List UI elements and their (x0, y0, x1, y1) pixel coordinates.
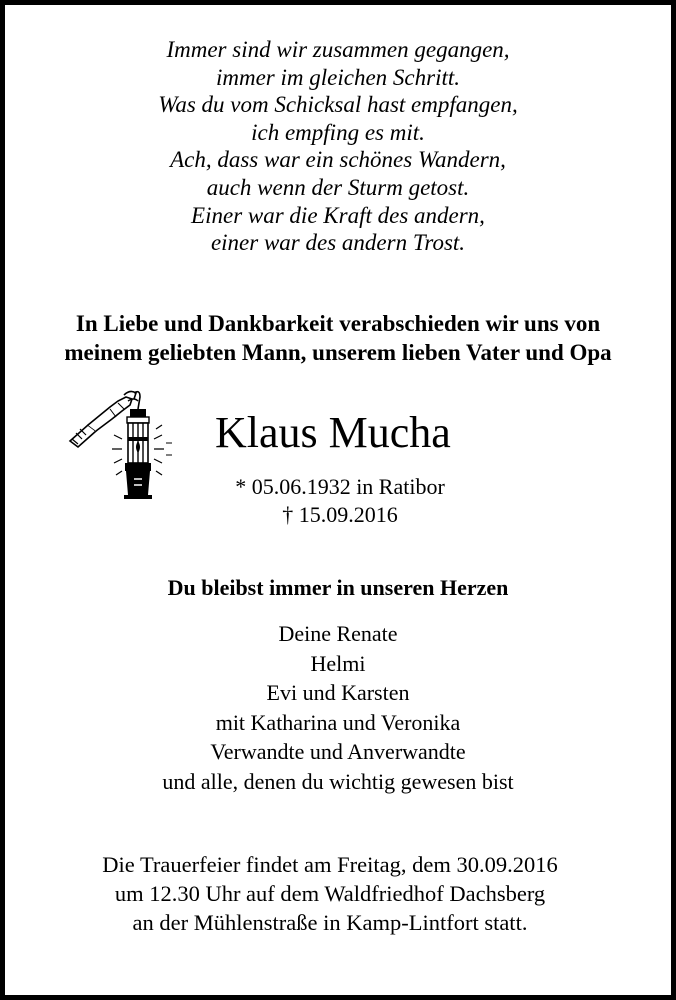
family-list (0, 619, 676, 796)
intro-line: meinem geliebten Mann, unserem lieben Vater und Opa (64, 340, 612, 365)
intro-line: In Liebe und Dankbarkeit verabschieden wir uns von (75, 311, 601, 336)
poem-line: einer war des andern Trost. (210, 230, 466, 256)
motto: Du bleibst immer in unseren Herzen (167, 575, 509, 600)
birth-date: * 05.06.1932 in Ratibor (235, 474, 445, 499)
funeral-info (0, 850, 660, 937)
poem-line: ich empfing es mit. (251, 119, 425, 145)
family-line: Verwandte und Anverwandte (210, 739, 466, 764)
life-dates (215, 473, 465, 529)
poem-line: immer im gleichen Schritt. (215, 64, 460, 90)
family-line: Evi und Karsten (266, 680, 410, 705)
deceased-name: Klaus Mucha (215, 408, 451, 457)
poem-line: Immer sind wir zusammen gegangen, (166, 37, 510, 62)
poem-line: Ach, dass war ein schönes Wandern, (170, 147, 506, 173)
family-line: und alle, denen du wichtig gewesen bist (162, 768, 514, 794)
poem-line: Was du vom Schicksal hast empfangen, (158, 92, 518, 118)
intro-text (0, 309, 676, 367)
funeral-line: an der Mühlenstraße in Kamp-Lintfort statt. (132, 910, 528, 935)
family-line: mit Katharina und Veronika (215, 709, 461, 735)
miners-lamp-in-hand-icon (66, 387, 176, 507)
poem-line: auch wenn der Sturm getost. (206, 174, 470, 200)
family-line: Helmi (310, 650, 366, 676)
poem-line: Einer war die Kraft des andern, (191, 202, 485, 228)
family-line: Deine Renate (278, 621, 398, 646)
poem (0, 36, 676, 257)
funeral-line: um 12.30 Uhr auf dem Waldfriedhof Dachsberg (114, 881, 546, 906)
death-date: † 15.09.2016 (282, 502, 398, 527)
funeral-line: Die Trauerfeier findet am Freitag, dem 30.09.2016 (102, 852, 558, 877)
